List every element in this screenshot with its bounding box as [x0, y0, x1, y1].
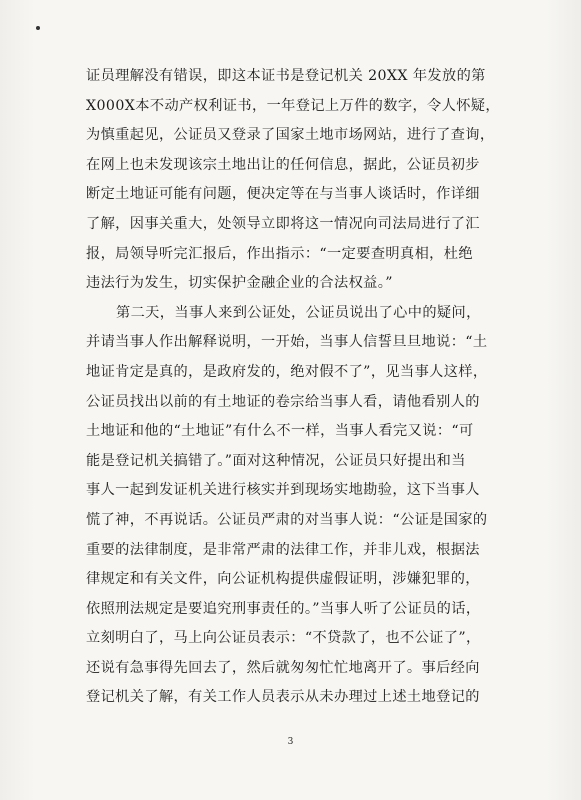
- text-line: 重要的法律制度，是非常严肃的法律工作，并非儿戏，根据法: [86, 541, 480, 558]
- text-line: 报，局领导听完汇报后，作出指示：“一定要查明真相，杜绝: [86, 245, 473, 262]
- text-line: 登记机关了解，有关工作人员表示从未办理过上述土地登记的: [86, 689, 480, 706]
- text-line: 证员理解没有错误，即这本证书是登记机关 20XX 年发放的第: [86, 68, 486, 84]
- page-number: 3: [287, 737, 294, 747]
- paragraph-start-line: 第二天，当事人来到公证处，公证员说出了心中的疑问，: [116, 304, 481, 321]
- text-line: 能是登记机关搞错了。”面对这种情况，公证员只好提出和当: [86, 452, 466, 469]
- text-line: 了解，因事关重大，处领导立即将这一情况向司法局进行了汇: [86, 215, 480, 232]
- text-line: X000X本不动产权利证书，一年登记上万件的数字，令人怀疑，: [86, 97, 500, 114]
- text-line: 律规定和有关文件，向公证机构提供虚假证明，涉嫌犯罪的，: [86, 571, 480, 588]
- text-line: 断定土地证可能有问题，便决定等在与当事人谈话时，作详细: [86, 186, 480, 203]
- text-line: 为慎重起见，公证员又登录了国家土地市场网站，进行了查询，: [86, 127, 495, 144]
- text-line: 事人一起到发证机关进行核实并到现场实地勘验，这下当事人: [86, 482, 480, 499]
- text-line: 违法行为发生，切实保护金融企业的合法权益。”: [86, 275, 393, 292]
- body-text: [86, 62, 511, 713]
- text-line: 慌了神，不再说话。公证员严肃的对当事人说：“公证是国家的: [86, 511, 488, 528]
- text-line: 并请当事人作出解释说明，一开始，当事人信誓旦旦地说：“土: [86, 334, 488, 351]
- text-line: 依照刑法规定是要追究刑事责任的。”当事人听了公证员的话，: [86, 600, 481, 617]
- text-line: 土地证和他的“土地证”有什么不一样，当事人看完又说：“可: [86, 423, 474, 440]
- text-line: 还说有急事得先回去了，然后就匆匆忙忙地离开了。事后经向: [86, 659, 480, 676]
- scan-speck: [36, 26, 40, 30]
- text-line: 在网上也未发现该宗土地出让的任何信息，据此，公证员初步: [86, 156, 480, 173]
- text-line: 立刻明白了，马上向公证员表示：“不贷款了，也不公证了”，: [86, 630, 481, 647]
- text-line: 公证员找出以前的有土地证的卷宗给当事人看，请他看别人的: [86, 393, 480, 410]
- text-line: 地证肯定是真的，是政府发的，绝对假不了”，见当事人这样，: [86, 363, 488, 380]
